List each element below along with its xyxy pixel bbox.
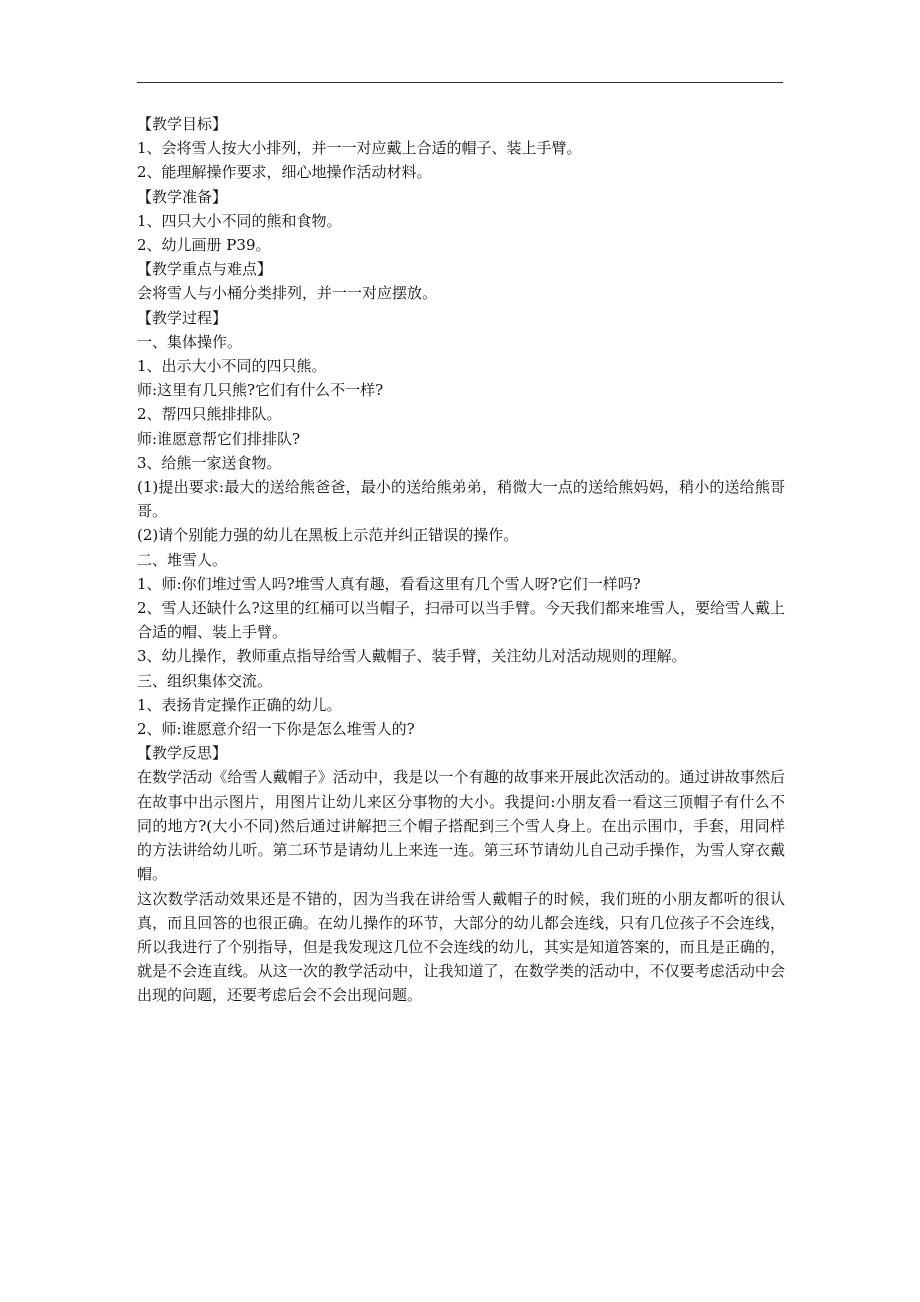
process-line: 1、师:你们堆过雪人吗?堆雪人真有趣，看看这里有几个雪人呀?它们一样吗? — [137, 574, 641, 593]
reflection-paragraph: 这次数学活动效果还是不错的，因为当我在讲给雪人戴帽子的时候，我们班的小朋友都听的很认真，而且回答的也很正确。在幼儿操作的环节，大部分的幼儿都会连线，只有几位孩子不会连线，所以我进行了个别指导，但是我发现这几位不会连线的幼儿，其实是知道答案的，而且是正确的，就是不会连直线。从这一次的教学活动中，让我知道了，在数学类的活动中，不仅要考虑活动中会出现的问题，还要考虑后会不会出现问题。 — [137, 889, 785, 1005]
process-line: 2、帮四只熊排排队。 — [137, 405, 282, 424]
process-line: 3、幼儿操作，教师重点指导给雪人戴帽子、装手臂，关注幼儿对活动规则的理解。 — [137, 647, 687, 666]
process-paragraph: 2、雪人还缺什么?这里的红桶可以当帽子，扫帚可以当手臂。今天我们都来堆雪人，要给雪人戴上合适的帽、装上手臂。 — [137, 599, 785, 642]
process-line: 1、表扬肯定操作正确的幼儿。 — [137, 695, 342, 714]
key-points-text: 会将雪人与小桶分类排列，并一一对应摆放。 — [137, 284, 438, 303]
process-line: (2)请个别能力强的幼儿在黑板上示范并纠正错误的操作。 — [137, 526, 519, 545]
section-heading-key-points: 【教学重点与难点】 — [137, 260, 273, 279]
process-part-title: 三、组织集体交流。 — [137, 671, 273, 690]
process-line: 2、师:谁愿意介绍一下你是怎么堆雪人的? — [137, 720, 415, 739]
process-line: 1、出示大小不同的四只熊。 — [137, 357, 327, 376]
section-heading-process: 【教学过程】 — [137, 308, 228, 327]
section-heading-reflection: 【教学反思】 — [137, 744, 228, 763]
goal-item: 2、能理解操作要求，细心地操作活动材料。 — [137, 163, 432, 182]
process-line: 师:这里有几只熊?它们有什么不一样? — [137, 381, 384, 400]
section-heading-preparation: 【教学准备】 — [137, 187, 228, 206]
goal-item: 1、会将雪人按大小排列，并一一对应戴上合适的帽子、装上手臂。 — [137, 139, 582, 158]
process-line: 3、给熊一家送食物。 — [137, 453, 282, 472]
section-heading-goals: 【教学目标】 — [137, 115, 228, 133]
header-rule — [137, 82, 783, 83]
document-body — [137, 112, 785, 1008]
reflection-paragraph: 在数学活动《给雪人戴帽子》活动中，我是以一个有趣的故事来开展此次活动的。通过讲故事然后在故事中出示图片，用图片让幼儿来区分事物的大小。我提问:小朋友看一看这三顶帽子有什么不同的地方?(大小不同)然后通过讲解把三个帽子搭配到三个雪人身上。在出示围巾，手套，用同样的方法讲给幼儿听。第二环节是请幼儿上来连一连。第三环节请幼儿自己动手操作，为雪人穿衣戴帽。 — [137, 768, 785, 884]
process-part-title: 一、集体操作。 — [137, 332, 243, 351]
process-paragraph: (1)提出要求:最大的送给熊爸爸，最小的送给熊弟弟，稍微大一点的送给熊妈妈，稍小的送给熊哥哥。 — [137, 478, 785, 521]
preparation-item: 1、四只大小不同的熊和食物。 — [137, 211, 342, 230]
process-line: 师:谁愿意帮它们排排队? — [137, 429, 301, 448]
preparation-item: 2、幼儿画册 P39。 — [137, 236, 271, 255]
process-part-title: 二、堆雪人。 — [137, 550, 228, 569]
